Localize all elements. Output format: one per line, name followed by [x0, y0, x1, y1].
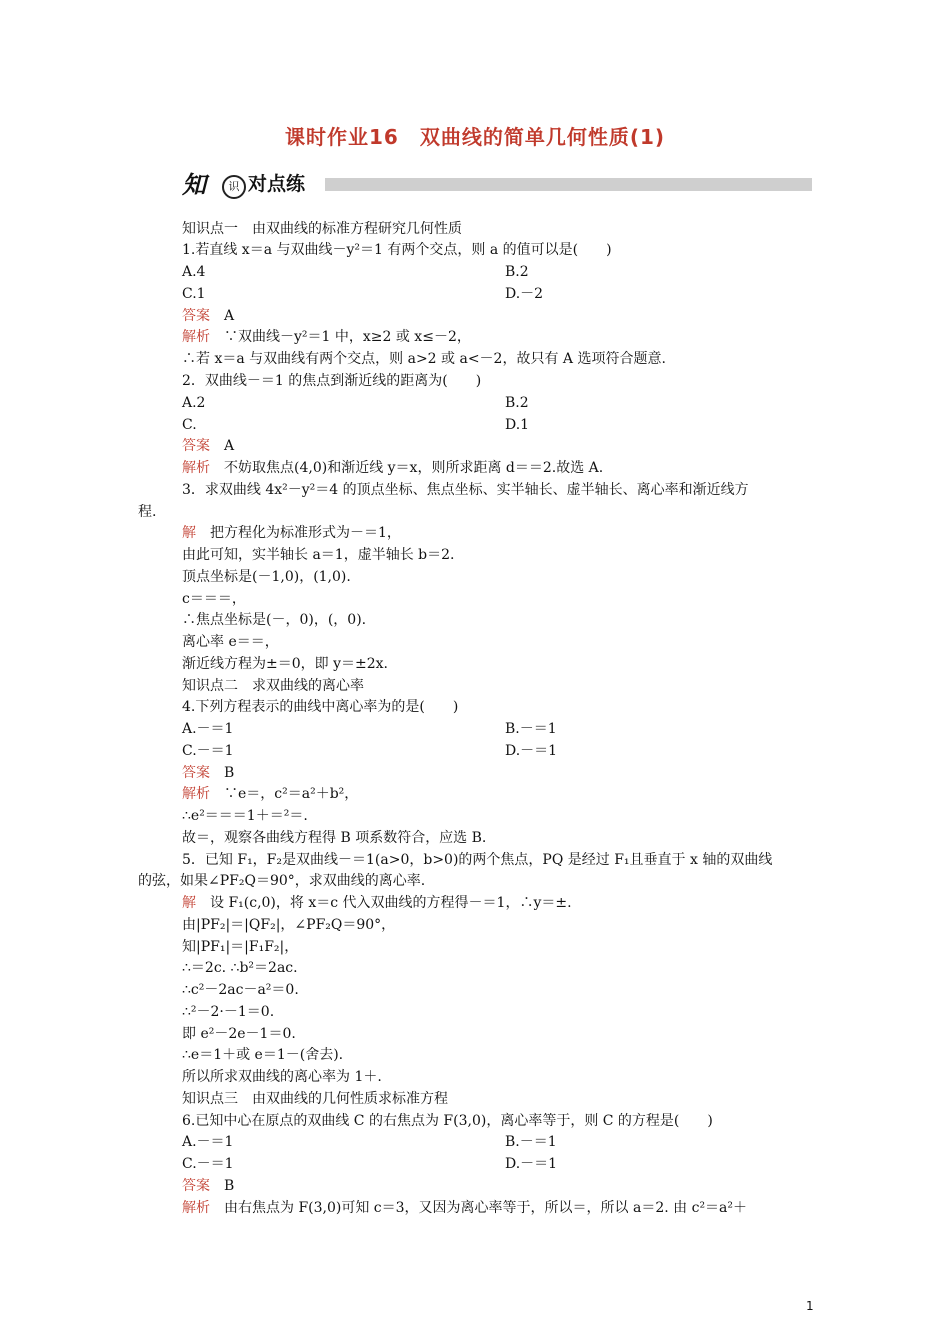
- line-text: c＝＝＝，: [182, 591, 246, 607]
- text-line: [505, 414, 529, 436]
- line-text: 2．双曲线－＝1 的焦点到渐近线的距离为( ): [182, 373, 482, 389]
- answer-label: 答案: [182, 308, 210, 324]
- banner-logo: 知: [182, 171, 204, 199]
- text-line: [182, 827, 486, 849]
- text-line: [182, 1023, 296, 1045]
- text-line: [182, 892, 572, 914]
- text-line: [182, 653, 388, 675]
- line-text: 知识点一 由双曲线的标准方程研究几何性质: [182, 221, 462, 237]
- line-text: B.2: [505, 264, 529, 280]
- line-text: C.1: [182, 286, 206, 302]
- line-text: 顶点坐标是(－1,0)，(1,0).: [182, 569, 351, 585]
- answer-label: 解析: [182, 329, 210, 345]
- page-number: 1: [806, 1299, 814, 1313]
- text-line: [182, 718, 233, 740]
- text-line: [182, 370, 481, 392]
- line-text: 渐近线方程为±＝0，即 y＝±2x.: [182, 656, 388, 672]
- line-text: ∴e²＝＝＝1＋＝²＝.: [182, 808, 308, 824]
- text-line: [182, 239, 612, 261]
- text-line: [505, 1153, 557, 1175]
- line-text: 由此可知，实半轴长 a＝1，虚半轴长 b＝2.: [182, 547, 455, 563]
- text-line: [182, 1175, 234, 1197]
- text-line: [182, 1153, 234, 1175]
- line-text: 把方程化为标准形式为－＝1，: [196, 525, 401, 541]
- text-line: [182, 218, 462, 240]
- text-line: [182, 696, 458, 718]
- line-text: A: [210, 438, 235, 454]
- text-line: [182, 1001, 274, 1023]
- line-text: D.－2: [505, 286, 544, 302]
- text-line: [138, 870, 425, 892]
- text-line: [182, 414, 197, 436]
- line-text: 所以所求双曲线的离心率为 1＋.: [182, 1069, 382, 1085]
- section-banner: [182, 163, 812, 197]
- line-text: A.4: [182, 264, 206, 280]
- line-text: ∴c²－2ac－a²＝0.: [182, 982, 299, 998]
- line-text: ∵e＝，c²＝a²＋b²，: [210, 786, 359, 802]
- text-line: [182, 457, 603, 479]
- text-line: [182, 631, 279, 653]
- text-line: [182, 979, 299, 1001]
- line-text: C.: [182, 417, 197, 433]
- banner-bar: [325, 178, 812, 191]
- line-text: C.－＝1: [182, 743, 234, 759]
- line-text: A.2: [182, 395, 206, 411]
- line-text: 知|PF₁|＝|F₁F₂|，: [182, 939, 299, 955]
- text-line: [505, 261, 529, 283]
- text-line: [182, 914, 395, 936]
- line-text: C.－＝1: [182, 1156, 234, 1172]
- line-text: 知识点三 由双曲线的几何性质求标准方程: [182, 1091, 448, 1107]
- text-line: [182, 1066, 382, 1088]
- answer-label: 解: [182, 525, 196, 541]
- line-text: ∴若 x＝a 与双曲线有两个交点，则 a>2 或 a<－2，故只有 A 选项符合题意.: [182, 351, 666, 367]
- line-text: B.－＝1: [505, 1134, 557, 1150]
- line-text: 程.: [138, 504, 157, 520]
- line-text: ∴e＝1＋或 e＝1－(舍去).: [182, 1047, 344, 1063]
- text-line: [182, 609, 366, 631]
- text-line: [182, 936, 298, 958]
- text-line: [182, 1088, 448, 1110]
- answer-label: 答案: [182, 765, 210, 781]
- answer-label: 解析: [182, 1200, 210, 1216]
- line-text: B: [210, 765, 235, 781]
- line-text: D.1: [505, 417, 530, 433]
- line-text: A: [210, 308, 235, 324]
- line-text: 由|PF₂|＝|QF₂|，∠PF₂Q＝90°，: [182, 917, 396, 933]
- text-line: [182, 348, 666, 370]
- text-line: [182, 762, 234, 784]
- line-text: 5．已知 F₁，F₂是双曲线－＝1(a>0，b>0)的两个焦点，PQ 是经过 F₁且垂直于 x 轴的双曲线: [182, 852, 773, 868]
- answer-label: 解析: [182, 460, 210, 476]
- text-line: [182, 740, 234, 762]
- text-line: [182, 283, 206, 305]
- text-line: [505, 1131, 557, 1153]
- text-line: [182, 957, 298, 979]
- text-line: [182, 675, 364, 697]
- page-title: 课时作业16 双曲线的简单几何性质(1): [284, 125, 666, 149]
- text-line: [182, 305, 234, 327]
- text-line: [182, 544, 454, 566]
- line-text: 6.已知中心在原点的双曲线 C 的右焦点为 F(3,0)，离心率等于，则 C 的方程是( ): [182, 1113, 713, 1129]
- line-text: D.－＝1: [505, 1156, 558, 1172]
- line-text: B.2: [505, 395, 529, 411]
- line-text: 由右焦点为 F(3,0)可知 c＝3，又因为离心率等于，所以＝，所以 a＝2. 由 c²＝a²＋: [210, 1200, 748, 1216]
- line-text: B: [210, 1178, 235, 1194]
- line-text: A.－＝1: [182, 721, 234, 737]
- line-text: D.－＝1: [505, 743, 558, 759]
- line-text: 知识点二 求双曲线的离心率: [182, 678, 364, 694]
- line-text: A.－＝1: [182, 1134, 234, 1150]
- line-text: ∴²－2·－1＝0.: [182, 1004, 275, 1020]
- text-line: [182, 1044, 343, 1066]
- text-line: [182, 326, 471, 348]
- text-line: [182, 805, 308, 827]
- text-line: [182, 1110, 713, 1132]
- text-line: [182, 783, 358, 805]
- banner-label: 对点练: [248, 173, 306, 195]
- line-text: 设 F₁(c,0)，将 x＝c 代入双曲线的方程得－＝1，∴y＝±.: [196, 895, 572, 911]
- line-text: B.－＝1: [505, 721, 557, 737]
- line-text: ∵双曲线－y²＝1 中，x≥2 或 x≤－2，: [210, 329, 471, 345]
- text-line: [182, 1131, 233, 1153]
- text-line: [505, 283, 543, 305]
- text-line: [182, 522, 401, 544]
- text-line: [182, 566, 351, 588]
- line-text: ∴＝2c. ∴b²＝2ac.: [182, 960, 298, 976]
- line-text: 的弦，如果∠PF₂Q＝90°，求双曲线的离心率.: [138, 873, 426, 889]
- answer-label: 解: [182, 895, 196, 911]
- text-line: [182, 392, 205, 414]
- line-text: 4.下列方程表示的曲线中离心率为的是( ): [182, 699, 459, 715]
- line-text: ∴焦点坐标是(－，0)，(，0).: [182, 612, 367, 628]
- text-line: [182, 849, 772, 871]
- answer-label: 解析: [182, 786, 210, 802]
- text-line: [138, 501, 156, 523]
- text-line: [182, 588, 246, 610]
- answer-label: 答案: [182, 438, 210, 454]
- answer-label: 答案: [182, 1178, 210, 1194]
- text-line: [182, 435, 234, 457]
- text-line: [182, 1197, 747, 1219]
- line-text: 故＝，观察各曲线方程得 B 项系数符合，应选 B.: [182, 830, 487, 846]
- text-line: [182, 479, 749, 501]
- banner-mark: 识: [222, 175, 246, 199]
- line-text: 不妨取焦点(4,0)和渐近线 y＝x，则所求距离 d＝＝2.故选 A.: [210, 460, 604, 476]
- line-text: 1.若直线 x＝a 与双曲线－y²＝1 有两个交点，则 a 的值可以是( ): [182, 242, 612, 258]
- text-line: [182, 261, 205, 283]
- line-text: 离心率 e＝＝，: [182, 634, 279, 650]
- line-text: 3．求双曲线 4x²－y²＝4 的顶点坐标、焦点坐标、实半轴长、虚半轴长、离心率和渐近线方: [182, 482, 749, 498]
- text-line: [505, 392, 529, 414]
- text-line: [505, 740, 557, 762]
- text-line: [505, 718, 557, 740]
- line-text: 即 e²－2e－1＝0.: [182, 1026, 296, 1042]
